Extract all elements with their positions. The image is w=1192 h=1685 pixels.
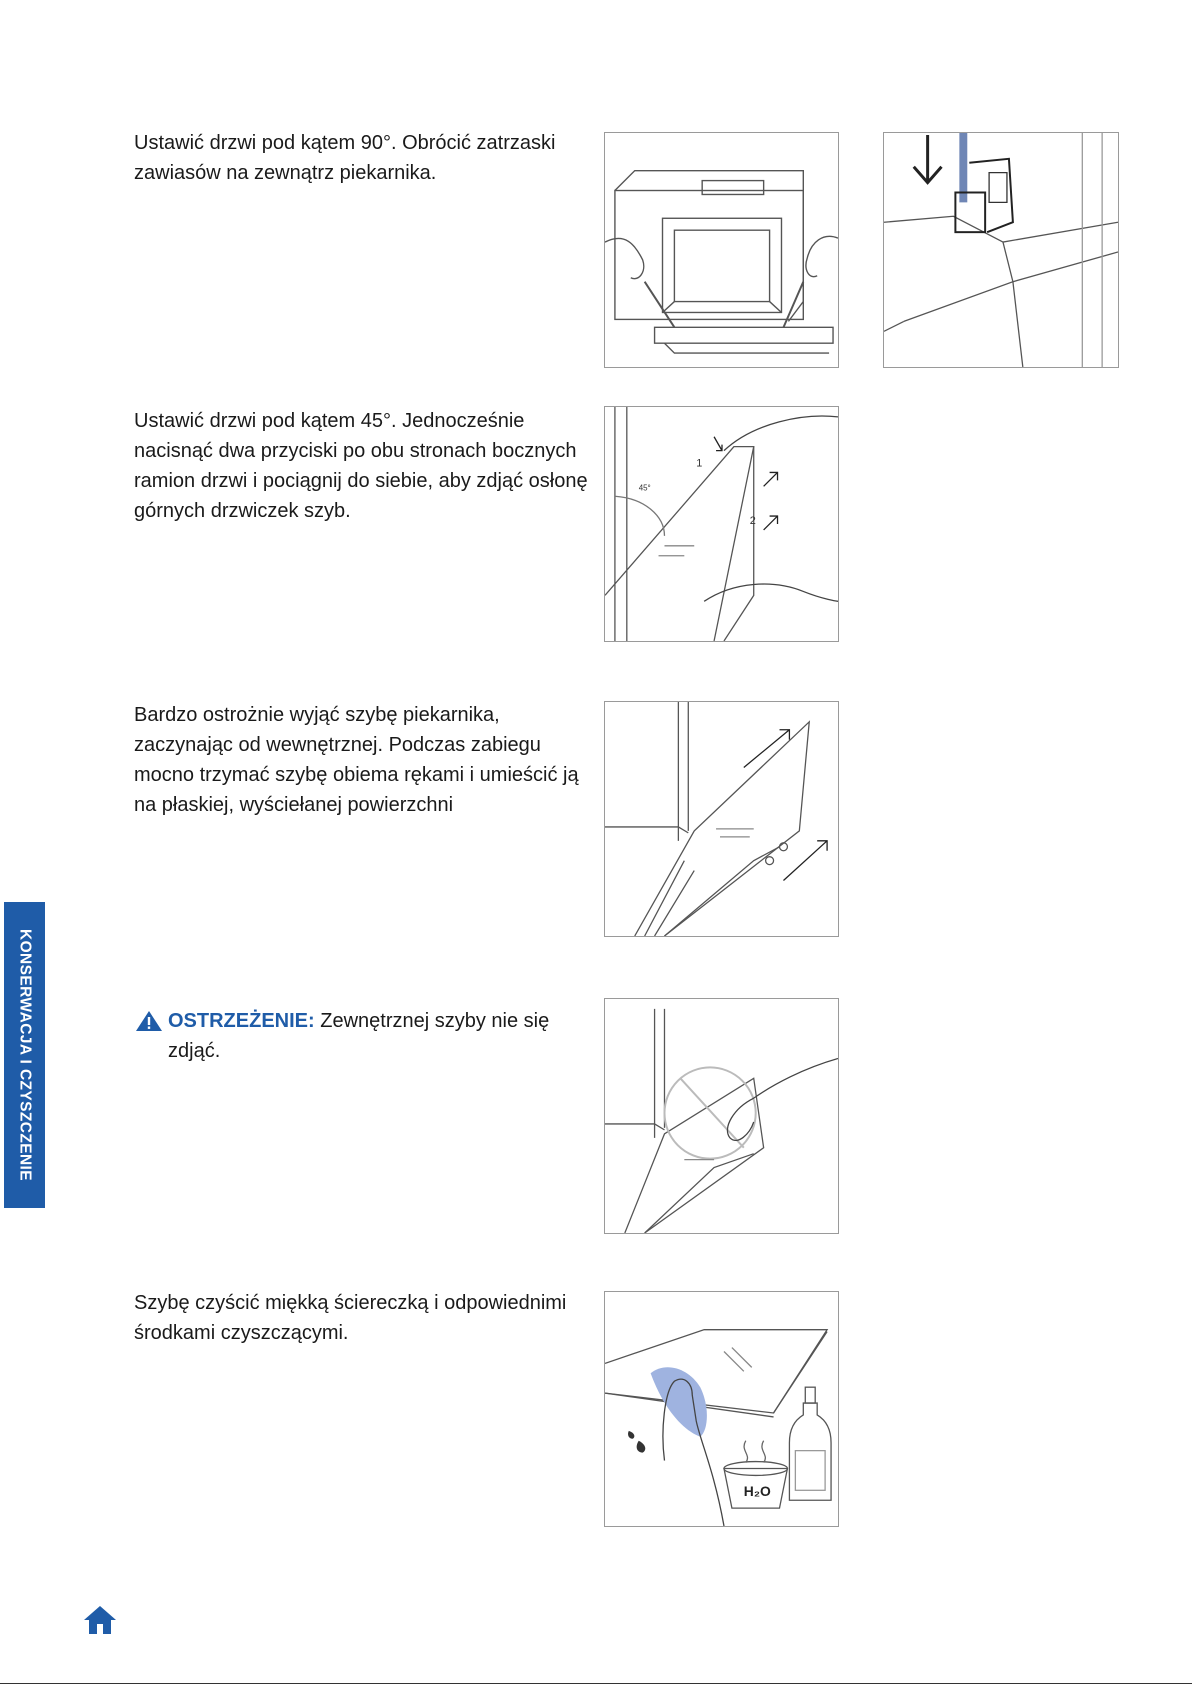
warning-label: OSTRZEŻENIE: bbox=[168, 1010, 315, 1032]
home-button[interactable] bbox=[82, 1604, 118, 1636]
warning-triangle-icon bbox=[134, 1009, 164, 1033]
water-label: H₂O bbox=[743, 1483, 771, 1500]
step-1-oven-illustration bbox=[604, 132, 839, 368]
step-4-warning-content bbox=[168, 1006, 604, 1066]
step-number-2-label: 2 bbox=[749, 515, 756, 527]
step-1-text: Ustawić drzwi pod kątem 90°. Obrócić zatrzaski zawiasów na zewnątrz piekarnika. bbox=[134, 132, 556, 184]
step-number-1-label: 1 bbox=[696, 457, 703, 470]
angle-label: 45° bbox=[638, 483, 651, 493]
section-side-tab bbox=[4, 902, 45, 1208]
step-4-outer-glass-forbidden-illustration bbox=[604, 998, 839, 1234]
step-5-text: Szybę czyścić miękką ściereczką i odpowiednimi środkami czyszczącymi. bbox=[134, 1292, 567, 1344]
step-4-text: Zewnętrznej szyby nie się zdjąć. bbox=[168, 1010, 550, 1062]
footer-rule bbox=[0, 1683, 1192, 1684]
home-icon bbox=[82, 1604, 118, 1636]
step-2-text: Ustawić drzwi pod kątem 45°. Jednocześnie nacisnąć dwa przyciski po obu stronach bocznych ramion drzwi i pociągnij do siebie, aby zdjąć osłonę górnych drzwiczek szyb. bbox=[134, 410, 588, 522]
step-2-door-45-illustration bbox=[604, 406, 839, 642]
step-3-glass-removal-illustration bbox=[604, 701, 839, 937]
section-side-tab-label: KONSERWACJA I CZYSZCZENIE bbox=[16, 929, 34, 1181]
step-1-hinge-closeup-illustration bbox=[883, 132, 1119, 368]
step-4-warning bbox=[134, 1006, 604, 1066]
step-3-text: Bardzo ostrożnie wyjąć szybę piekarnika, zaczynając od wewnętrznej. Podczas zabiegu mocno trzymać szybę obiema rękami i umieścić ją na płaskiej, wyściełanej powierzchni bbox=[134, 704, 579, 816]
step-5-cleaning-illustration bbox=[604, 1291, 839, 1527]
